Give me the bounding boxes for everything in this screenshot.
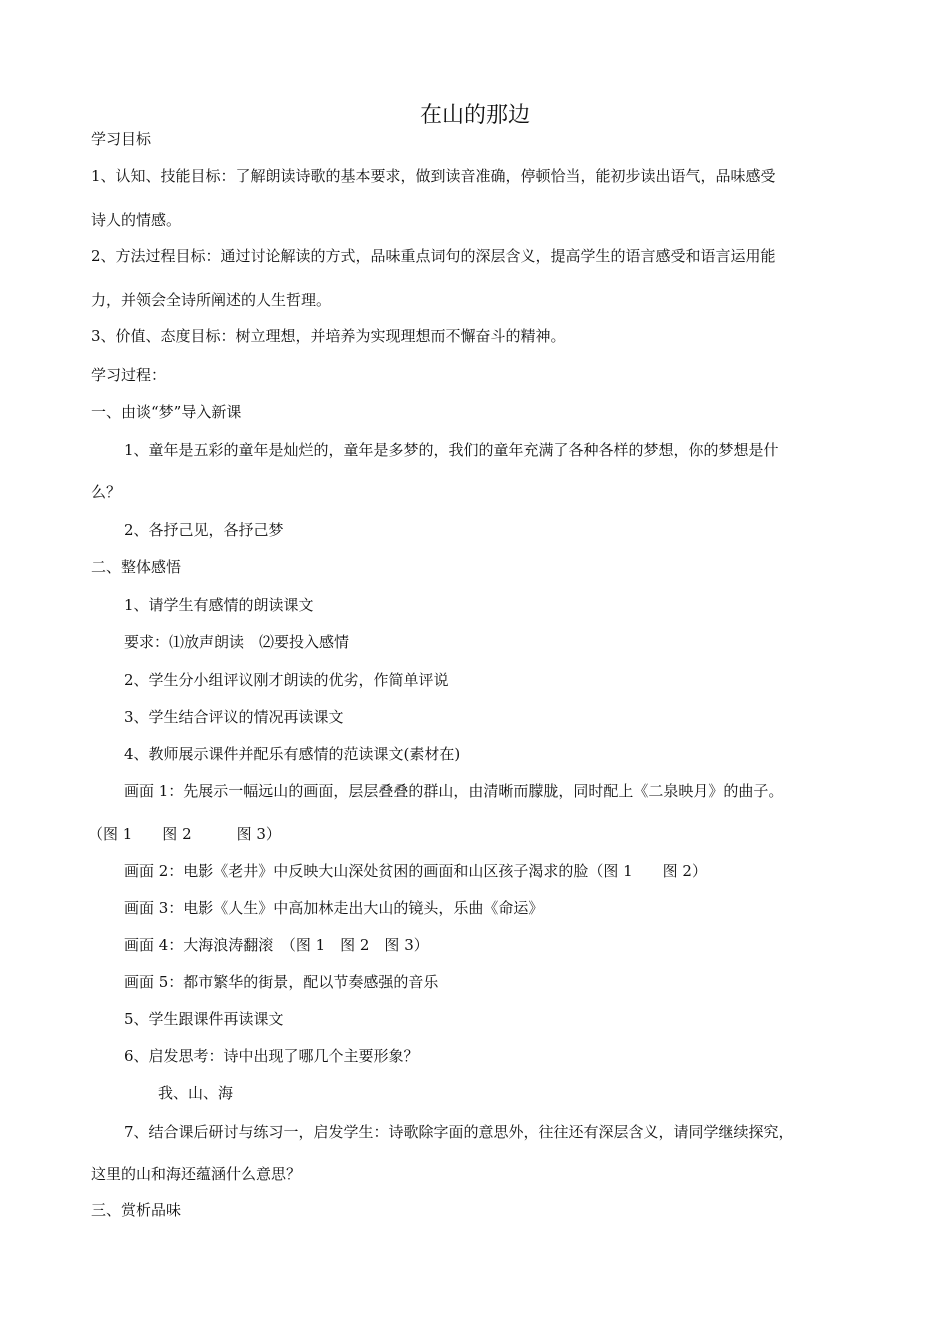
document-title: 在山的那边 [419, 103, 530, 128]
paragraph: 3、学生结合评议的情况再读课文 [124, 708, 344, 726]
figure-refs: （图 1 图 2 图 3） [88, 825, 281, 843]
paragraph: 6、启发思考：诗中出现了哪几个主要形象？ [124, 1047, 419, 1065]
part-heading: 二、整体感悟 [91, 558, 182, 576]
paragraph-cont: 这里的山和海还蕴涵什么意思？ [91, 1165, 302, 1183]
scene-1: 画面 1：先展示一幅远山的画面，层层叠叠的群山，由清晰而朦胧，同时配上《二泉映月》的曲子。 [124, 782, 784, 800]
paragraph: 1、请学生有感情的朗读课文 [124, 596, 314, 614]
scene-4: 画面 4：大海浪涛翻滚 （图 1 图 2 图 3） [124, 936, 429, 954]
paragraph: 7、结合课后研讨与练习一，启发学生：诗歌除字面的意思外，往往还有深层含义，请同学继续探究， [124, 1123, 794, 1141]
objective-1: 1、认知、技能目标：了解朗读诗歌的基本要求，做到读音准确，停顿恰当，能初步读出语气，品味感受 [91, 167, 776, 185]
answer: 我、山、海 [158, 1084, 234, 1102]
scene-2: 画面 2：电影《老井》中反映大山深处贫困的画面和山区孩子渴求的脸（图 1 图 2） [124, 862, 707, 880]
section-heading: 学习过程： [91, 366, 167, 384]
section-heading: 学习目标 [91, 130, 152, 148]
objective-2-cont: 力，并领会全诗所阐述的人生哲理。 [91, 291, 332, 309]
objective-2: 2、方法过程目标：通过讨论解读的方式，品味重点词句的深层含义，提高学生的语言感受和语言运用能 [91, 247, 776, 265]
scene-5: 画面 5：都市繁华的街景，配以节奏感强的音乐 [124, 973, 439, 991]
part-heading: 一、由谈“梦”导入新课 [91, 403, 242, 421]
paragraph: 2、各抒己见，各抒己梦 [124, 521, 284, 539]
part-heading: 三、赏析品味 [91, 1201, 182, 1219]
objective-3: 3、价值、态度目标：树立理想，并培养为实现理想而不懈奋斗的精神。 [91, 327, 566, 345]
objective-1-cont: 诗人的情感。 [91, 211, 182, 229]
scene-3: 画面 3：电影《人生》中高加林走出大山的镜头，乐曲《命运》 [124, 899, 544, 917]
paragraph: 1、童年是五彩的童年是灿烂的，童年是多梦的，我们的童年充满了各种各样的梦想，你的梦想是什 [124, 441, 779, 459]
paragraph-cont: 么？ [91, 483, 122, 501]
paragraph: 4、教师展示课件并配乐有感情的范读课文(素材在) [124, 745, 461, 763]
paragraph: 5、学生跟课件再读课文 [124, 1010, 284, 1028]
paragraph: 要求：⑴放声朗读 ⑵要投入感情 [124, 633, 350, 651]
paragraph: 2、学生分小组评议刚才朗读的优劣，作简单评说 [124, 671, 449, 689]
